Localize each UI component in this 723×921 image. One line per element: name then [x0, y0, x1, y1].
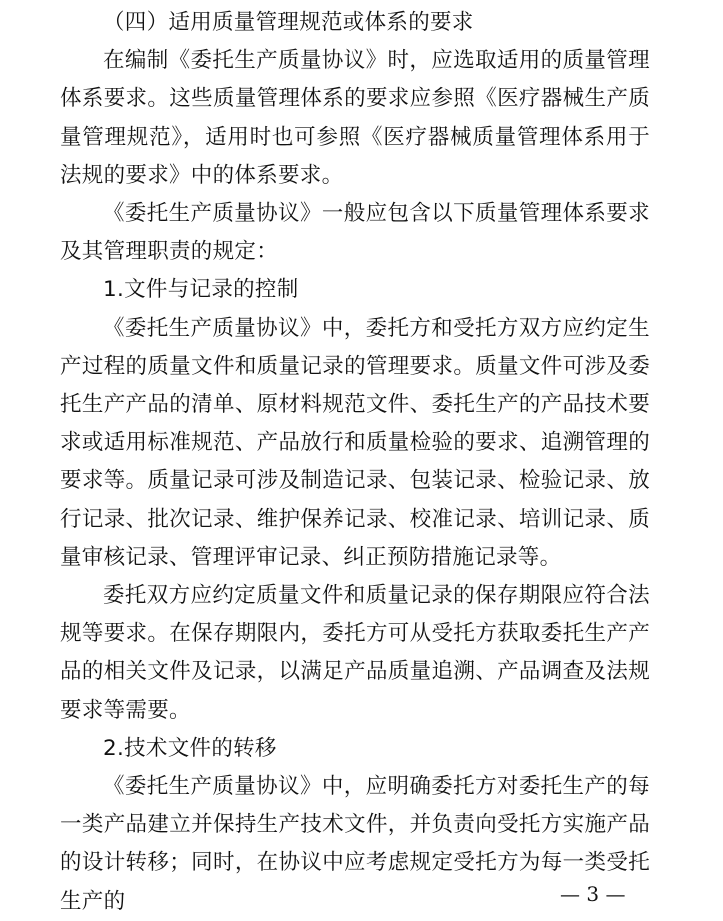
section-heading: （四）适用质量管理规范或体系的要求 [103, 10, 474, 35]
subsection-heading-documents: 1.文件与记录的控制 [103, 277, 299, 303]
subsection-heading-tech-transfer: 2.技术文件的转移 [103, 735, 277, 761]
paragraph-requirements: 《委托生产质量协议》一般应包含以下质量管理体系要求及其管理职责的规定： [60, 201, 650, 265]
page-number: — 3 — [560, 882, 626, 906]
document-body [60, 4, 650, 921]
paragraph-tech-transfer: 《委托生产质量协议》中，应明确委托方对委托生产的每一类产品建立并保持生产技术文件，并负责向受托方实施产品的设计转移；同时，在协议中应考虑规定受托方为每一类受托生产的 [60, 774, 650, 914]
paragraph-record-retention: 委托双方应约定质量文件和质量记录的保存期限应符合法规等要求。在保存期限内，委托方可从受托方获取委托生产产品的相关文件及记录，以满足产品质量追溯、产品调查及法规要求等需要。 [60, 583, 650, 723]
paragraph-document-control: 《委托生产质量协议》中，委托方和受托方双方应约定生产过程的质量文件和质量记录的管理要求。质量文件可涉及委托生产产品的清单、原材料规范文件、委托生产的产品技术要求或适用标准规范、产品放行和质量检验的要求、追溯管理的要求等。质量记录可涉及制造记录、包装记录、检验记录、放行记录、批次记录、维护保养记录、校准记录、培训记录、质量审核记录、管理评审记录、纠正预防措施记录等。 [60, 315, 650, 570]
paragraph-intro: 在编制《委托生产质量协议》时，应选取适用的质量管理体系要求。这些质量管理体系的要求应参照《医疗器械生产质量管理规范》，适用时也可参照《医疗器械质量管理体系用于法规的要求》中的体系要求。 [60, 48, 650, 188]
